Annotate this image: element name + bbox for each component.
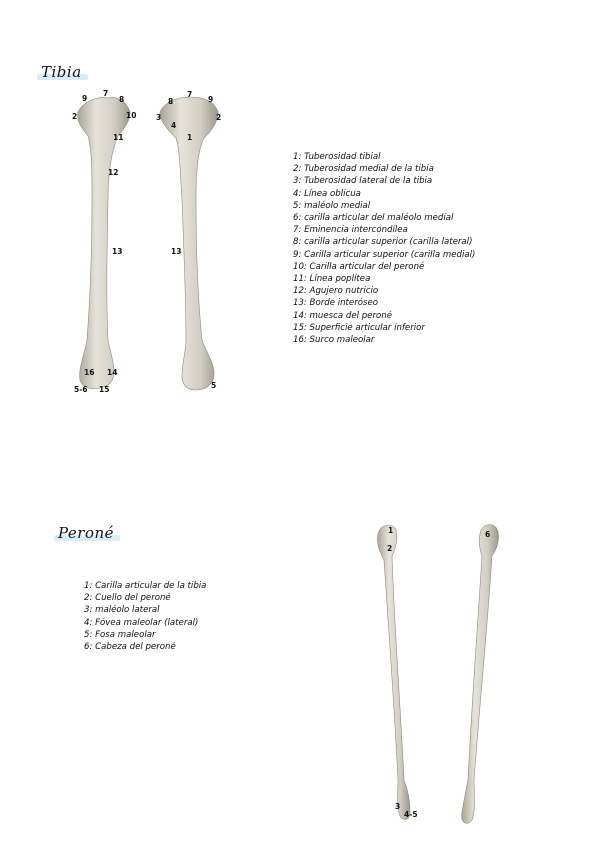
perone-left: [377, 525, 417, 819]
legend-item: 16: Surco maleolar: [293, 335, 375, 346]
tibia-title-text: Tibia: [41, 63, 82, 81]
perone-right: [462, 525, 499, 824]
legend-item: 8: carilla articular superior (carilla lateral): [293, 237, 473, 248]
label-14: 14: [107, 368, 118, 377]
label-2: 2: [72, 112, 78, 121]
label-12: 12: [108, 168, 119, 177]
legend-item: 4: Fóvea maleolar (lateral): [84, 617, 199, 628]
legend-item: 12: Agujero nutricio: [293, 286, 379, 297]
legend-item: 9: Carilla articular superior (carilla medial): [293, 249, 476, 260]
legend-item: 6: carilla articular del maléolo medial: [293, 213, 454, 224]
label-9: 9: [82, 94, 88, 103]
label-4: 4: [171, 121, 177, 130]
perone-left-bone: [377, 525, 410, 819]
perone-title-text: Peroné: [58, 524, 115, 542]
label-13: 13: [112, 247, 123, 256]
legend-item: 11: Línea poplítea: [293, 274, 371, 285]
legend-item: 2: Tuberosidad medial de la tibia: [293, 164, 434, 175]
legend-item: 10: Carilla articular del peroné: [293, 261, 425, 272]
label-5: 5: [211, 381, 217, 390]
label-1: 1: [388, 526, 394, 535]
legend-item: 1: Carilla articular de la tibia: [84, 581, 207, 591]
label-2: 2: [216, 113, 222, 122]
legend-item: 5: maléolo medial: [293, 200, 371, 211]
label-7: 7: [103, 89, 109, 98]
label-5-6: 5-6: [74, 385, 88, 394]
legend-item: 13: Borde interóseo: [293, 298, 379, 309]
label-10: 10: [126, 111, 137, 120]
label-8: 8: [119, 95, 125, 104]
label-9: 9: [208, 95, 214, 104]
legend-item: 1: Tuberosidad tibial: [293, 152, 381, 162]
label-3: 3: [156, 113, 162, 122]
tibia-anterior: [156, 90, 221, 390]
label-15: 15: [99, 385, 110, 394]
label-1: 1: [187, 133, 193, 142]
label-4-5: 4-5: [404, 810, 418, 819]
label-7: 7: [187, 90, 193, 99]
legend-item: 3: Tuberosidad lateral de la tibia: [293, 176, 433, 187]
legend-item: 6: Cabeza del peroné: [84, 642, 176, 653]
label-2: 2: [387, 544, 393, 553]
legend-item: 7: Eminencia intercondílea: [293, 225, 408, 236]
tibia-posterior: [72, 89, 136, 394]
perone-right-bone: [462, 525, 499, 824]
legend-item: 15: Superficie articular inferior: [293, 322, 425, 333]
legend-item: 3: maléolo lateral: [84, 605, 160, 616]
legend-item: 14: muesca del peroné: [293, 310, 392, 321]
label-13: 13: [171, 247, 182, 256]
label-8: 8: [168, 97, 174, 106]
label-3: 3: [395, 802, 401, 811]
label-16: 16: [84, 368, 95, 377]
legend-item: 5: Fosa maleolar: [84, 629, 156, 640]
legend-item: 4: Línea oblicua: [293, 188, 361, 199]
legend-item: 2: Cuello del peroné: [84, 593, 171, 604]
label-11: 11: [113, 133, 124, 142]
label-6: 6: [485, 530, 491, 539]
